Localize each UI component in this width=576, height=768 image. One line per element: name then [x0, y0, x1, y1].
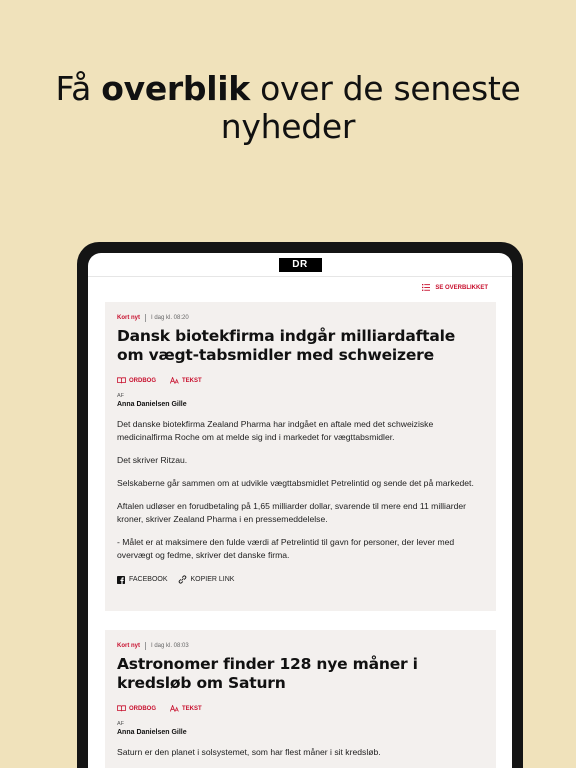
promo-headline: [0, 70, 576, 146]
facebook-share-label: FACEBOOK: [129, 576, 168, 583]
text-size-icon: [170, 705, 179, 712]
article-paragraph: Aftalen udløser en forudbetaling på 1,65 milliarder dollar, svarende til mere end 11 milliarder kroner, skriver Zealand Pharma i en pressemeddelelse.: [117, 501, 467, 524]
copy-link-button[interactable]: [178, 575, 235, 584]
text-label: TEKST: [182, 377, 202, 384]
article-tools: [117, 705, 484, 712]
dr-logo[interactable]: DR: [279, 258, 322, 272]
article-time: I dag kl. 08:20: [151, 315, 189, 321]
headline-rest: over de seneste: [260, 69, 521, 108]
app-screen: [88, 253, 512, 768]
app-topbar: [88, 253, 512, 277]
article-time: I dag kl. 08:03: [151, 643, 189, 649]
byline-label: AF: [117, 393, 125, 399]
headline-prefix: Få: [55, 69, 92, 108]
text-size-button[interactable]: [170, 377, 202, 384]
article-title: Astronomer finder 128 nye måner i kredsløb om Saturn: [117, 655, 418, 692]
dictionary-button[interactable]: [117, 377, 156, 384]
text-size-button[interactable]: [170, 705, 202, 712]
dictionary-label: ORDBOG: [129, 377, 156, 384]
list-icon: [422, 284, 430, 291]
dictionary-button[interactable]: [117, 705, 156, 712]
facebook-icon: [117, 576, 125, 584]
book-icon: [117, 705, 126, 712]
byline-label: AF: [117, 721, 125, 727]
article-tools: [117, 377, 484, 384]
link-icon: [178, 575, 187, 584]
text-size-icon: [170, 377, 179, 384]
article-card: [105, 302, 496, 611]
article-tag[interactable]: Kort nyt: [117, 643, 140, 649]
facebook-share-button[interactable]: [117, 576, 168, 584]
dictionary-label: ORDBOG: [129, 705, 156, 712]
article-tag[interactable]: Kort nyt: [117, 315, 140, 321]
text-label: TEKST: [182, 705, 202, 712]
article-paragraph: Selskaberne går sammen om at udvikle vægttabsmidlet Petrelintid og sende det på markedet.: [117, 478, 474, 488]
meta-divider: [145, 642, 146, 650]
article-author[interactable]: Anna Danielsen Gille: [117, 401, 187, 408]
see-overview-label: SE OVERBLIKKET: [435, 284, 488, 291]
copy-link-label: KOPIER LINK: [190, 576, 235, 583]
article-paragraph: Det skriver Ritzau.: [117, 455, 188, 465]
article-card: [105, 630, 496, 768]
article-paragraph: - Målet er at maksimere den fulde værdi af Petrelintid til gavn for personer, der lever med overvægt og fedme, skriver det danske firma.: [117, 537, 455, 560]
article-author[interactable]: Anna Danielsen Gille: [117, 729, 187, 736]
article-paragraph: Det danske biotekfirma Zealand Pharma har indgået en aftale med det schweiziske medicinalfirma Roche om at melde sig ind i markedet for vægttabsmidler.: [117, 419, 434, 442]
article-meta: [117, 642, 484, 650]
see-overview-link[interactable]: [422, 284, 488, 291]
book-icon: [117, 377, 126, 384]
meta-divider: [145, 314, 146, 322]
share-bar: [117, 575, 484, 584]
article-meta: [117, 314, 484, 322]
article-paragraph: Saturn er den planet i solsystemet, som har flest måner i sit kredsløb.: [117, 747, 381, 757]
headline-line2: nyheder: [220, 107, 356, 146]
headline-bold: overblik: [101, 69, 250, 108]
article-title: Dansk biotekfirma indgår milliardaftale om vægt-tabsmidler med schweizere: [117, 327, 456, 364]
